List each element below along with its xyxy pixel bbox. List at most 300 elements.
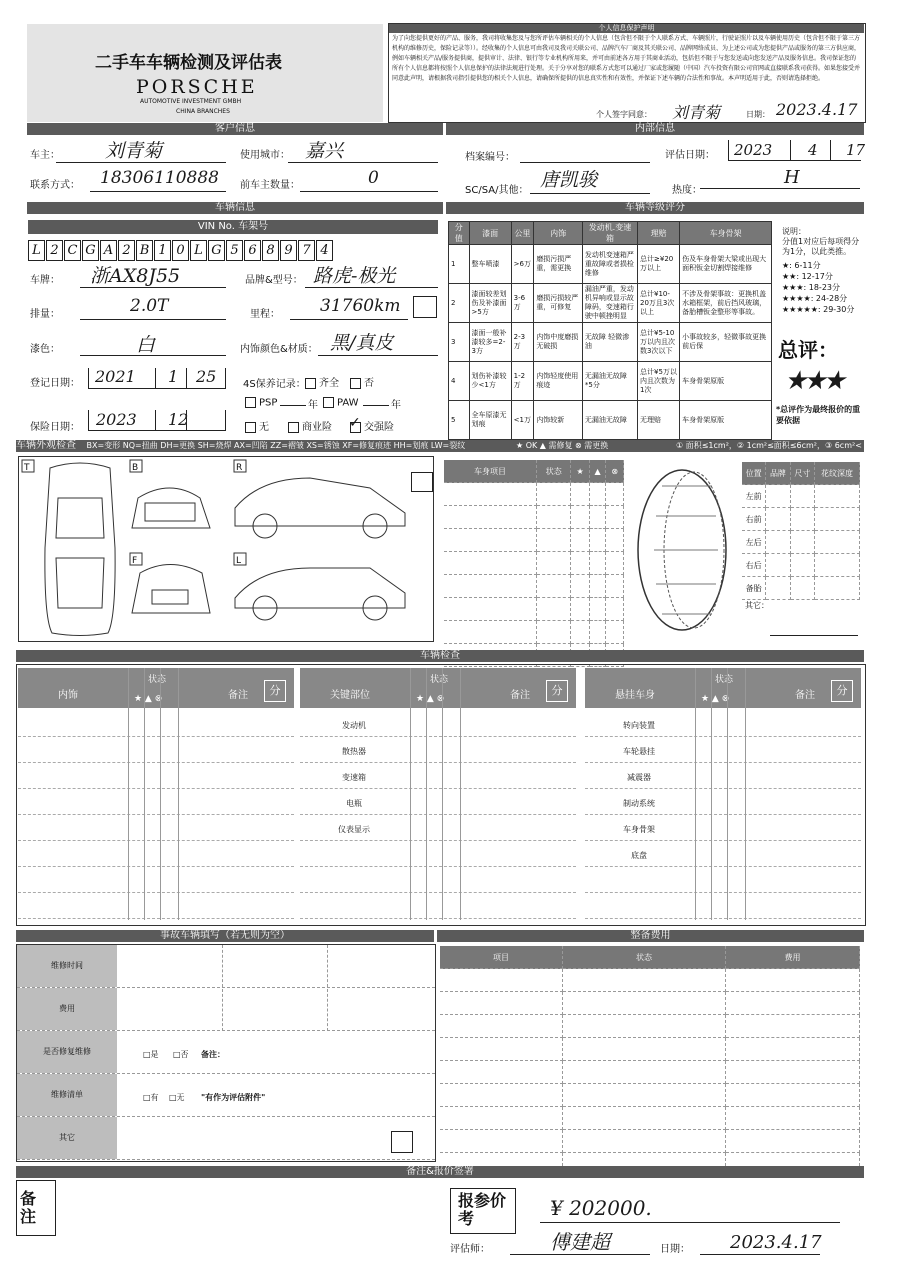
- plate-line: [80, 287, 226, 288]
- inspection-col-title: 关键部位: [330, 690, 370, 701]
- owner-label: 车主：: [30, 150, 60, 161]
- inspection-note-label: 备注: [228, 690, 248, 701]
- privacy-signature: 刘青菊: [672, 103, 721, 122]
- heat-line: [700, 188, 860, 189]
- maint-no-text: 否: [364, 378, 374, 389]
- disp-value[interactable]: 2.0T: [130, 296, 169, 316]
- city-line: [288, 162, 438, 163]
- exterior-cell[interactable]: [606, 483, 624, 506]
- vin-char-box[interactable]: G: [208, 240, 225, 261]
- vin-char-box[interactable]: 5: [226, 240, 243, 261]
- exterior-cell[interactable]: [571, 506, 589, 529]
- psp-option[interactable]: [245, 397, 277, 409]
- inspection-row-line: [300, 840, 576, 841]
- inspection-col-divider: [442, 668, 443, 920]
- refurb-cell[interactable]: [440, 1084, 563, 1107]
- exterior-row: [444, 598, 624, 621]
- accident-section-bar: 事故车辆填写（若无则为空）: [16, 930, 434, 942]
- inspection-row-line: [300, 918, 576, 919]
- grade-cell: 3-6万: [511, 284, 534, 323]
- inspection-row-line: [300, 736, 576, 737]
- vin-char-box[interactable]: C: [64, 240, 81, 261]
- exterior-cell[interactable]: [571, 529, 589, 552]
- reg-month[interactable]: 1: [168, 367, 179, 386]
- sc-value[interactable]: 唐凯骏: [540, 169, 598, 191]
- paw-option[interactable]: [323, 397, 359, 409]
- ins-comm-checkbox[interactable]: [288, 422, 299, 433]
- maint-no-checkbox[interactable]: [350, 378, 361, 389]
- psp-line: [280, 405, 306, 406]
- grade-cell: 2: [449, 284, 470, 323]
- disp-label: 排量：: [30, 309, 60, 320]
- phone-value[interactable]: 18306110888: [100, 168, 219, 188]
- reg-year[interactable]: 2021: [95, 367, 136, 386]
- grade-row: [449, 245, 772, 284]
- refurb-cell[interactable]: [563, 992, 726, 1015]
- refurb-cell[interactable]: [726, 1038, 860, 1061]
- heat-value[interactable]: H: [784, 167, 800, 188]
- vin-char-box[interactable]: 1: [154, 240, 171, 261]
- mileage-value[interactable]: 31760km: [320, 296, 401, 316]
- grade-cell: 1-2万: [511, 362, 534, 401]
- refurb-item-header: 项目: [440, 946, 563, 969]
- exterior-cell[interactable]: [571, 552, 589, 575]
- inspection-col-title: 悬挂车身: [615, 690, 655, 701]
- inspection-col-divider: [711, 668, 712, 920]
- vehicle-section-bar: 车辆信息: [27, 202, 443, 214]
- paw-checkbox[interactable]: [323, 397, 334, 408]
- eval-date-sep2: [830, 140, 831, 160]
- grade-header: 漆面: [469, 222, 511, 245]
- exterior-cell[interactable]: [606, 575, 624, 598]
- inspection-col-divider: [178, 668, 179, 920]
- refurb-cell[interactable]: [440, 1107, 563, 1130]
- owner-line: [56, 162, 226, 163]
- refurb-cell[interactable]: [563, 1015, 726, 1038]
- exterior-cell[interactable]: [571, 483, 589, 506]
- ins-comm-option[interactable]: [288, 418, 332, 433]
- grade-cell: 无漏油无故障: [582, 401, 637, 440]
- ins-none-checkbox[interactable]: [245, 422, 256, 433]
- footer-remark-label: 备注: [20, 1189, 37, 1226]
- inspection-score-box[interactable]: 分: [831, 680, 853, 702]
- tire-cell[interactable]: [815, 531, 860, 554]
- ins-jqx-checkbox[interactable]: [349, 414, 361, 433]
- brand-logo: PORSCHE: [136, 76, 258, 98]
- exterior-row: [444, 552, 624, 575]
- city-label: 使用城市：: [240, 150, 290, 161]
- exterior-cell[interactable]: [537, 552, 571, 575]
- inspection-state-label: 状态: [148, 675, 167, 685]
- grade-header: 分值: [449, 222, 470, 245]
- vin-char-box[interactable]: 2: [46, 240, 63, 261]
- brand-sub2: CHINA BRANCHES: [176, 108, 230, 115]
- inspection-row-line: [300, 814, 576, 815]
- refurb-cell[interactable]: [726, 1015, 860, 1038]
- inspection-state-label: 状态: [715, 675, 734, 685]
- disp-line: [80, 319, 226, 320]
- refurb-cell[interactable]: [726, 1084, 860, 1107]
- eval-date-day[interactable]: 17: [846, 141, 866, 159]
- tire-cell[interactable]: [815, 508, 860, 531]
- assessor-value[interactable]: 傅建超: [550, 1230, 610, 1254]
- tire-row: [742, 554, 860, 577]
- vin-char-box[interactable]: G: [82, 240, 99, 261]
- vin-char-box[interactable]: 4: [316, 240, 333, 261]
- inspection-col-divider: [695, 668, 696, 920]
- inspection-col-divider: [144, 668, 145, 920]
- tire-header: 花纹深度: [815, 462, 860, 485]
- grade-cell: 磨损污损严重，需更换: [534, 245, 583, 284]
- exterior-cell[interactable]: [589, 529, 606, 552]
- mileage-label: 里程：: [250, 309, 280, 320]
- exterior-items-table: [444, 460, 624, 667]
- accident-checkbox[interactable]: [391, 1131, 413, 1153]
- inspection-row-line: [300, 788, 576, 789]
- privacy-date-label: 日期：: [746, 110, 770, 119]
- refurb-row: [440, 1015, 860, 1038]
- exterior-cell[interactable]: [589, 575, 606, 598]
- grade-row: [449, 323, 772, 362]
- ok-icon: ★: [571, 460, 589, 483]
- grade-cell: 小事故较多，轻微事故更换前后保: [680, 323, 772, 362]
- tire-cell[interactable]: [790, 508, 814, 531]
- vin-label-bar: VIN No. 车架号: [28, 220, 438, 234]
- list-yes[interactable]: □有: [143, 1093, 159, 1102]
- exterior-cell[interactable]: [589, 598, 606, 621]
- grade-header: 公里: [511, 222, 534, 245]
- inspection-score-box[interactable]: 分: [546, 680, 568, 702]
- inspection-item: 车轮悬挂: [623, 747, 655, 756]
- tire-cell[interactable]: [815, 485, 860, 508]
- eval-date-year[interactable]: 2023: [734, 141, 773, 159]
- exterior-legend3: ① 面积≤1cm²，② 1cm²≤面积≤6cm²，③ 6cm²<面积: [676, 441, 862, 462]
- inspection-row-line: [585, 892, 861, 893]
- reg-bracket: [88, 368, 226, 389]
- refurb-table: [440, 946, 860, 1176]
- vin-char-box[interactable]: 9: [280, 240, 297, 261]
- maint-all-checkbox[interactable]: [305, 378, 316, 389]
- inspection-row-line: [300, 762, 576, 763]
- exterior-cell[interactable]: [444, 598, 537, 621]
- exterior-cell[interactable]: [571, 575, 589, 598]
- grade-cell: 全车原漆无划痕: [469, 401, 511, 440]
- exterior-cell[interactable]: [606, 529, 624, 552]
- inspection-row-line: [585, 840, 861, 841]
- tire-other-label: 其它：: [745, 601, 769, 610]
- exterior-cell[interactable]: [537, 483, 571, 506]
- form-title: 二手车车辆检测及评估表: [95, 53, 282, 73]
- grade-level: ★★★★: 24-28分: [782, 294, 848, 303]
- grade-cell: 2-3万: [511, 323, 534, 362]
- model-label: 品牌&型号：: [245, 275, 303, 286]
- exterior-cell[interactable]: [571, 621, 589, 644]
- inspection-state-label: 状态: [430, 675, 449, 685]
- interior-line: [318, 355, 438, 356]
- inspection-row-line: [585, 866, 861, 867]
- inspection-col-divider: [410, 668, 411, 920]
- price-value[interactable]: ¥ 202000.: [550, 1196, 652, 1220]
- repair-icon: ▲: [589, 460, 606, 483]
- ins-none-text: 无: [259, 422, 269, 433]
- ins-jqx-text: 交强险: [364, 422, 394, 433]
- grade-cell: 1: [449, 245, 470, 284]
- tire-cell[interactable]: [766, 577, 790, 600]
- paw-line: [363, 405, 389, 406]
- inspection-item: 减震器: [627, 773, 651, 782]
- refurb-cell[interactable]: [726, 992, 860, 1015]
- exterior-cell[interactable]: [444, 483, 537, 506]
- vin-char-box[interactable]: A: [100, 240, 117, 261]
- grade-cell: 总计¥5万以内且次数为1次: [638, 362, 680, 401]
- footer-date-line: [700, 1254, 820, 1255]
- refurb-cell[interactable]: [563, 1107, 726, 1130]
- list-no[interactable]: □无: [169, 1093, 185, 1102]
- prev-owners-line: [300, 191, 438, 192]
- tire-table: [742, 462, 860, 600]
- inspection-item: 变速箱: [342, 773, 366, 782]
- vin-char-box[interactable]: L: [190, 240, 207, 261]
- tire-position: 左后: [742, 531, 766, 554]
- refurb-cell[interactable]: [726, 1107, 860, 1130]
- color-value[interactable]: 白: [136, 334, 156, 356]
- view-label-l: L: [236, 556, 242, 566]
- exterior-cell[interactable]: [444, 552, 537, 575]
- customer-section-bar: 客户信息: [27, 123, 443, 135]
- grade-level: ★: 6-11分: [782, 261, 821, 270]
- refurb-cell[interactable]: [726, 1061, 860, 1084]
- ins-sep: [155, 410, 156, 430]
- tire-cell[interactable]: [815, 577, 860, 600]
- quote-label: 报参价考: [458, 1191, 507, 1228]
- refurb-cell[interactable]: [440, 992, 563, 1015]
- vin-char-box[interactable]: 2: [118, 240, 135, 261]
- mileage-checkbox[interactable]: [413, 296, 437, 318]
- refurb-row: [440, 1061, 860, 1084]
- inspection-item: 底盘: [631, 851, 647, 860]
- exterior-cell[interactable]: [606, 506, 624, 529]
- heat-label: 热度：: [672, 185, 702, 196]
- exterior-cell[interactable]: [444, 506, 537, 529]
- vin-char-box[interactable]: 6: [244, 240, 261, 261]
- reg-day[interactable]: 25: [196, 367, 217, 386]
- vin-char-box[interactable]: 7: [298, 240, 315, 261]
- ins-none-option[interactable]: [245, 418, 269, 433]
- grade-row: [449, 284, 772, 323]
- inspection-item: 车身骨架: [623, 825, 655, 834]
- exterior-cell[interactable]: [606, 598, 624, 621]
- footer-date-label: 日期：: [660, 1244, 690, 1255]
- ins-bracket: [88, 410, 226, 431]
- inspection-col-title: 内饰: [58, 690, 78, 701]
- tire-row: [742, 508, 860, 531]
- color-label: 漆色：: [30, 344, 60, 355]
- accident-col-div2: [327, 945, 328, 1031]
- exterior-cell[interactable]: [571, 598, 589, 621]
- eval-date-sep1: [790, 140, 791, 160]
- privacy-title: 个人信息保护声明: [389, 24, 864, 33]
- exterior-legend2: ★ OK ▲ 需修复 ⊗ 需更换: [516, 441, 609, 450]
- privacy-text: 为了向您提供更好的产品、服务，我司将收集您及与您所评估车辆相关的个人信息（包含但不限于个人联系方式、车辆照片，行驶证照片以及车辆使用历史（包含但不限于第三方机构的维修历史，保险记录等））。经收集的个人信息可由我司及我司关联公司、品牌汽车厂商及其关联公司、品牌网络成员、为上述公司或为您提供产品或服务的第三方供应商，例如车辆相关产品/服务提供商，提供审计、法律、银行等专业机构所用来，并可由前述各方用于其商业活动，包括但不限于与您发送或向您发送产品及服务信息。我司保证您的所有个人信息都将按照个人信息保护的法律法规进行处理。关于分享对您的联系方式您可以通过厂家或您履随（中国）汽车投资有限公司官网或直接联系我司获得。如果您接受并同意此声明，请根据我司指引提供您的相关个人信息，请确保所提供的信息真实性和有效性，并保证下述车辆的合法性和事故。本声明适用于此，否则请选择拒绝。: [392, 35, 860, 82]
- inspection-col-divider: [460, 668, 461, 920]
- refurb-section-bar: 整备费用: [437, 930, 864, 942]
- ins-jqx-option[interactable]: [349, 414, 394, 433]
- refurb-row: [440, 992, 860, 1015]
- maint-all-option[interactable]: [305, 374, 339, 389]
- footer-date-value[interactable]: 2023.4.17: [730, 1232, 822, 1253]
- total-value: ★★★: [784, 366, 842, 396]
- inspection-note-label: 备注: [510, 690, 530, 701]
- inspection-row-line: [18, 892, 294, 893]
- inspection-item: 制动系统: [623, 799, 655, 808]
- vin-char-box[interactable]: 8: [262, 240, 279, 261]
- mileage-line: [290, 319, 408, 320]
- exterior-cell[interactable]: [537, 575, 571, 598]
- refurb-cell[interactable]: [726, 1130, 860, 1153]
- exterior-cell[interactable]: [444, 529, 537, 552]
- exterior-checkbox[interactable]: [411, 472, 433, 492]
- tire-position: 备胎: [742, 577, 766, 600]
- internal-section-bar: 内部信息: [446, 123, 864, 135]
- grade-cell: 4: [449, 362, 470, 401]
- grade-table: [448, 221, 772, 440]
- grade-cell: >6万: [511, 245, 534, 284]
- tire-cell[interactable]: [790, 485, 814, 508]
- repaired-no[interactable]: □否: [173, 1050, 189, 1059]
- city-value[interactable]: 嘉兴: [305, 140, 344, 162]
- total-label: 总评：: [778, 338, 838, 362]
- inspection-section-bar: 车辆检查: [16, 650, 864, 662]
- model-value[interactable]: 路虎-极光: [313, 265, 396, 287]
- exterior-cell[interactable]: [444, 621, 537, 644]
- exterior-cell[interactable]: [537, 506, 571, 529]
- paw-year: 年: [391, 400, 401, 411]
- exterior-cell[interactable]: [537, 621, 571, 644]
- ins-year[interactable]: 2023: [96, 410, 137, 429]
- vin-char-box[interactable]: L: [28, 240, 45, 261]
- repaired-yes[interactable]: □是: [143, 1050, 159, 1059]
- tire-position: 左前: [742, 485, 766, 508]
- tire-cell[interactable]: [766, 508, 790, 531]
- refurb-state-header: 状态: [563, 946, 726, 969]
- grade-level: ★★★: 18-23分: [782, 283, 840, 292]
- exterior-cell[interactable]: [537, 529, 571, 552]
- phone-label: 联系方式：: [30, 180, 80, 191]
- refurb-cell[interactable]: [440, 1130, 563, 1153]
- inspection-state-icons: ★ ▲ ⊗: [134, 694, 163, 704]
- tire-cell[interactable]: [815, 554, 860, 577]
- refurb-cell[interactable]: [563, 1038, 726, 1061]
- assessor-label: 评估师：: [450, 1244, 490, 1255]
- plate-label: 车牌：: [30, 275, 60, 286]
- refurb-cell[interactable]: [563, 969, 726, 992]
- grade-cell: 无漏油无故障 *5分: [582, 362, 637, 401]
- inspection-col-divider: [128, 668, 129, 920]
- exterior-legend: BX=变形 NQ=扭曲 DH=更换 SH=烧焊 AX=凹陷 ZZ=褶皱 XS=锈蚀 XF=修复痕迹 HH=划痕 LW=裂纹: [86, 441, 466, 450]
- price-line: [540, 1222, 840, 1223]
- grade-cell: 5: [449, 401, 470, 440]
- tire-row: [742, 531, 860, 554]
- tire-header: 品牌: [766, 462, 790, 485]
- exterior-cell[interactable]: [589, 552, 606, 575]
- inspection-row-line: [300, 866, 576, 867]
- tire-cell[interactable]: [766, 531, 790, 554]
- refurb-cell[interactable]: [563, 1084, 726, 1107]
- vin-char-box[interactable]: 0: [172, 240, 189, 261]
- exterior-row: [444, 529, 624, 552]
- psp-checkbox[interactable]: [245, 397, 256, 408]
- exterior-cell[interactable]: [589, 506, 606, 529]
- refurb-cell[interactable]: [726, 969, 860, 992]
- refurb-cell[interactable]: [563, 1130, 726, 1153]
- inspection-row-line: [585, 814, 861, 815]
- exterior-cell[interactable]: [589, 621, 606, 644]
- refurb-cell[interactable]: [440, 1038, 563, 1061]
- refurb-cell[interactable]: [440, 1061, 563, 1084]
- tire-cell[interactable]: [790, 531, 814, 554]
- refurb-row: [440, 969, 860, 992]
- prev-owners-value[interactable]: 0: [368, 168, 379, 188]
- exterior-cell[interactable]: [537, 598, 571, 621]
- view-label-t: T: [24, 463, 30, 473]
- inspection-score-box[interactable]: 分: [264, 680, 286, 702]
- inspection-row-line: [18, 840, 294, 841]
- inspection-item: 散热器: [342, 747, 366, 756]
- accident-row-label: 是否修复维修: [17, 1031, 117, 1073]
- ins-month[interactable]: 12: [168, 410, 189, 429]
- plate-value[interactable]: 浙AX8J55: [90, 265, 181, 287]
- grade-header: 发动机.变速箱: [582, 222, 637, 245]
- sc-label: SC/SA/其他：: [465, 185, 529, 196]
- interior-value[interactable]: 黑/真皮: [330, 332, 394, 354]
- eval-date-month[interactable]: 4: [808, 141, 818, 159]
- exterior-cell[interactable]: [444, 575, 537, 598]
- vin-char-box[interactable]: B: [136, 240, 153, 261]
- tire-cell[interactable]: [766, 485, 790, 508]
- grade-cell: 3: [449, 323, 470, 362]
- maint-no-option[interactable]: [350, 374, 374, 389]
- grade-note-title: 说明：: [782, 227, 806, 236]
- inspection-col-divider: [745, 668, 746, 920]
- refurb-row: [440, 1084, 860, 1107]
- owner-value[interactable]: 刘青菊: [105, 140, 163, 162]
- repaired-remark: 备注：: [201, 1050, 225, 1059]
- exterior-title: 车辆外观检查: [16, 440, 76, 451]
- inspection-row-line: [585, 762, 861, 763]
- model-line: [305, 287, 438, 288]
- grade-row: [449, 401, 772, 440]
- grade-note: 分值1对应后每项得分为1分，以此类推。: [782, 237, 860, 256]
- exterior-cell[interactable]: [606, 552, 624, 575]
- grade-cell: 内饰中度磨损无破损: [534, 323, 583, 362]
- accident-row-line: [17, 1159, 435, 1160]
- exterior-cell[interactable]: [589, 483, 606, 506]
- tire-cell[interactable]: [790, 577, 814, 600]
- refurb-cost-header: 费用: [726, 946, 860, 969]
- view-label-f: F: [132, 556, 138, 566]
- inspection-row-line: [18, 866, 294, 867]
- file-line: [520, 162, 650, 163]
- grade-header: 车身骨架: [680, 222, 772, 245]
- maint-label: 4S保养记录：: [243, 379, 306, 390]
- tire-cell[interactable]: [766, 554, 790, 577]
- tire-cell[interactable]: [790, 554, 814, 577]
- exterior-section-bar: [16, 440, 864, 462]
- exterior-cell[interactable]: [606, 621, 624, 644]
- refurb-cell[interactable]: [563, 1061, 726, 1084]
- refurb-cell[interactable]: [440, 969, 563, 992]
- refurb-cell[interactable]: [440, 1015, 563, 1038]
